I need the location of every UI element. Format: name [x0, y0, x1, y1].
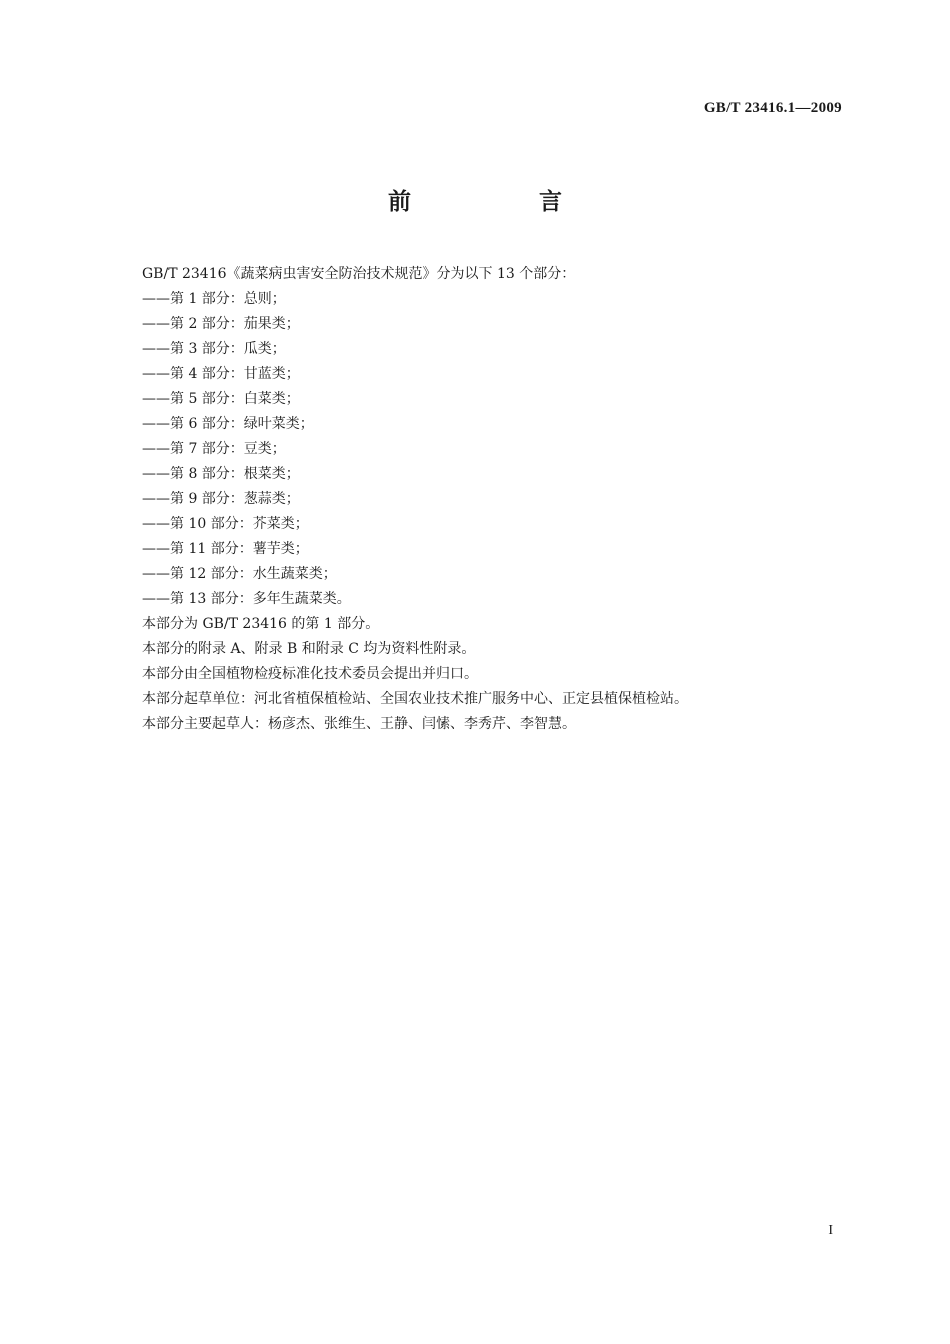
part-list-item: ——第 13 部分：多年生蔬菜类。	[142, 591, 351, 607]
standard-code-header: GB/T 23416.1—2009	[703, 100, 842, 116]
page-number: I	[828, 1223, 833, 1238]
intro-paragraph: GB/T 23416《蔬菜病虫害安全防治技术规范》分为以下 13 个部分：	[142, 266, 576, 282]
part-list-item: ——第 12 部分：水生蔬菜类；	[142, 566, 337, 582]
part-list-item: ——第 11 部分：薯芋类；	[142, 541, 309, 557]
part-list-item: ——第 3 部分：瓜类；	[142, 341, 286, 357]
drafters-paragraph: 本部分主要起草人：杨彦杰、张维生、王静、闫愫、李秀芹、李智慧。	[142, 716, 576, 732]
proposed-by-paragraph: 本部分由全国植物检疫标准化技术委员会提出并归口。	[142, 666, 478, 682]
drafting-units-paragraph: 本部分起草单位：河北省植保植检站、全国农业技术推广服务中心、正定县植保植检站。	[142, 691, 688, 707]
part-list-item: ——第 6 部分：绿叶菜类；	[142, 416, 314, 432]
part-list-item: ——第 1 部分：总则；	[142, 291, 286, 307]
annexes-paragraph: 本部分的附录 A、附录 B 和附录 C 均为资料性附录。	[142, 641, 476, 657]
part-list-item: ——第 7 部分：豆类；	[142, 441, 286, 457]
foreword-body	[142, 262, 842, 737]
part-list-item: ——第 9 部分：葱蒜类；	[142, 491, 300, 507]
this-part-paragraph: 本部分为 GB/T 23416 的第 1 部分。	[142, 616, 380, 632]
part-list-item: ——第 2 部分：茄果类；	[142, 316, 300, 332]
part-list-item: ——第 10 部分：芥菜类；	[142, 516, 309, 532]
part-list-item: ——第 4 部分：甘蓝类；	[142, 366, 300, 382]
part-list-item: ——第 8 部分：根菜类；	[142, 466, 300, 482]
page-title: 前 言	[387, 189, 622, 215]
part-list-item: ——第 5 部分：白菜类；	[142, 391, 300, 407]
